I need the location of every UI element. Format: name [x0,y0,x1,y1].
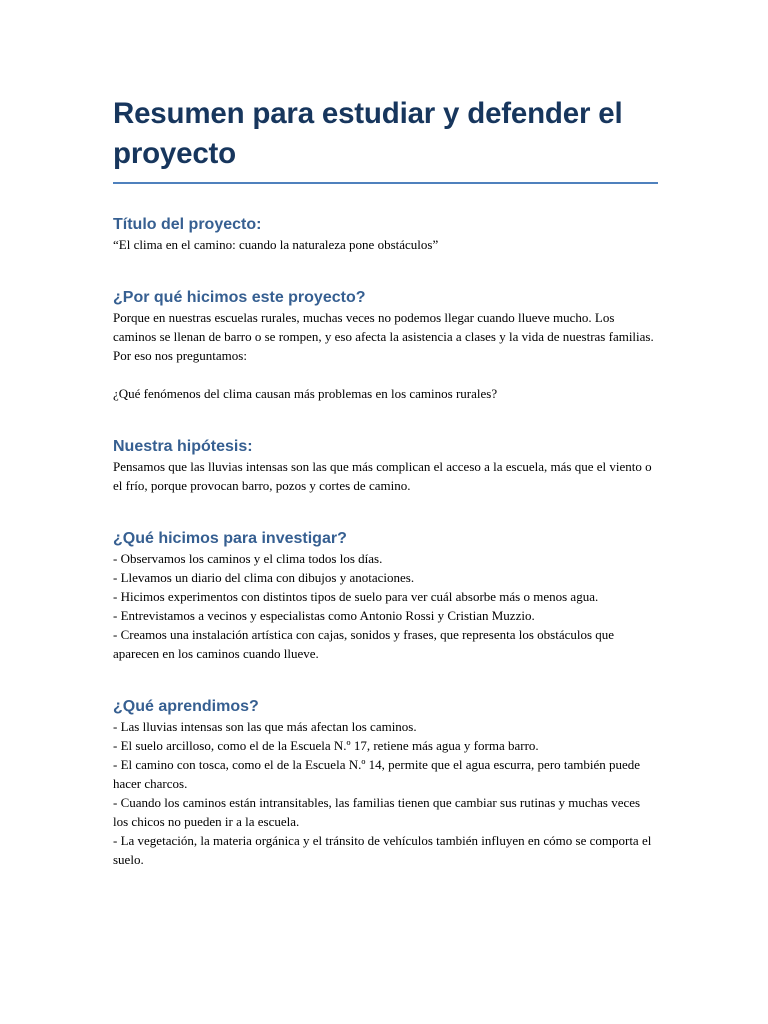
blank-line [113,365,658,384]
research-question: ¿Qué fenómenos del clima causan más problemas en los caminos rurales? [113,386,498,401]
section-por-que [113,288,658,403]
list-item: - Creamos una instalación artística con cajas, sonidos y frases, que representa los obstáculos que aparecen en los caminos cuando llueve. [113,627,615,661]
section-heading: ¿Qué hicimos para investigar? [113,530,347,547]
section-hipotesis [113,437,658,495]
section-heading: Título del proyecto: [113,216,262,233]
section-titulo [113,215,658,254]
list-item: - El camino con tosca, como el de la Escuela N.º 14, permite que el agua escurra, pero también puede hacer charcos. [113,757,641,791]
list-item: - Entrevistamos a vecinos y especialistas como Antonio Rossi y Cristian Muzzio. [113,608,535,623]
list-item: - Cuando los caminos están intransitables, las familias tienen que cambiar sus rutinas y muchas veces los chicos no pueden ir a la escuela. [113,795,641,829]
section-aprendimos [113,697,658,869]
list-item: - Observamos los caminos y el clima todos los días. [113,551,383,566]
list-item: - Llevamos un diario del clima con dibujos y anotaciones. [113,570,415,585]
list-item: - Las lluvias intensas son las que más afectan los caminos. [113,719,417,734]
paragraph: Pensamos que las lluvias intensas son las que más complican el acceso a la escuela, más que el viento o el frío, porque provocan barro, pozos y cortes de camino. [113,459,652,493]
section-heading: ¿Por qué hicimos este proyecto? [113,289,366,306]
list-item: - La vegetación, la materia orgánica y el tránsito de vehículos también influyen en cómo se comporta el suelo. [113,833,652,867]
document-page [113,94,658,869]
section-investigar [113,529,658,663]
section-heading: Nuestra hipótesis: [113,438,253,455]
list-item: - El suelo arcilloso, como el de la Escuela N.º 17, retiene más agua y forma barro. [113,738,539,753]
document-title: Resumen para estudiar y defender el proyecto [113,94,658,184]
project-title-text: “El clima en el camino: cuando la naturaleza pone obstáculos” [113,237,439,252]
section-heading: ¿Qué aprendimos? [113,698,259,715]
paragraph: Porque en nuestras escuelas rurales, muchas veces no podemos llegar cuando llueve mucho. Los caminos se llenan de barro o se rompen, y eso afecta la asistencia a clases y la vida de nuestras familias. Por eso nos preguntamos: [113,310,654,363]
list-item: - Hicimos experimentos con distintos tipos de suelo para ver cuál absorbe más o menos agua. [113,589,599,604]
